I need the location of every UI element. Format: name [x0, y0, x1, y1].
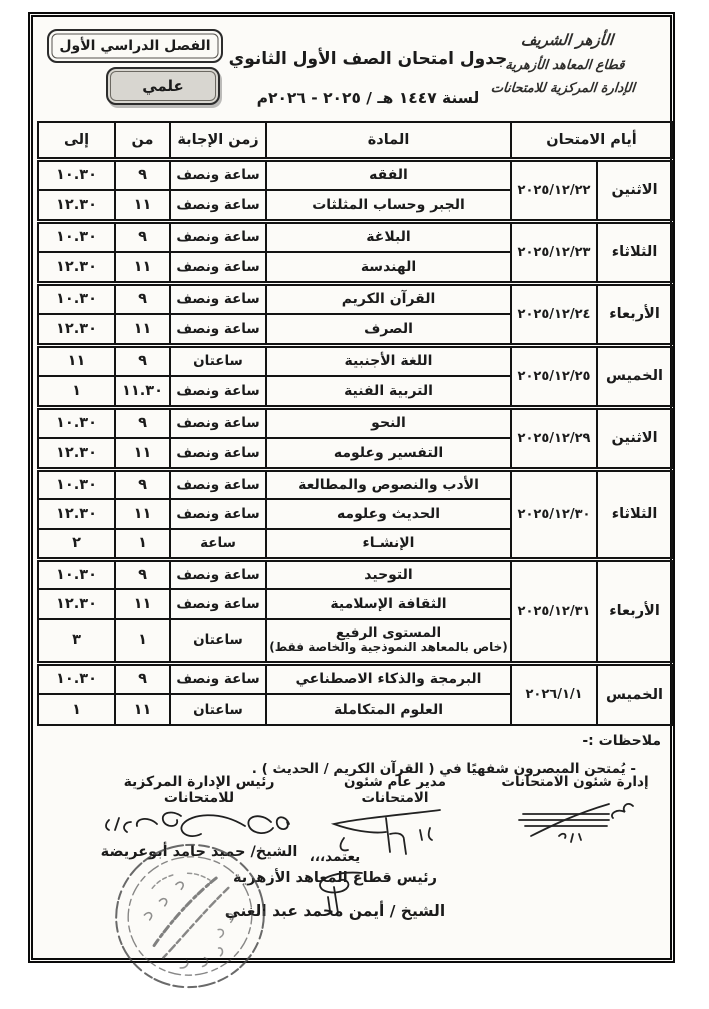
to-cell: ١٢.٣٠ — [38, 190, 115, 221]
subject-cell: التربية الفنية — [266, 376, 511, 407]
to-cell: ١٢.٣٠ — [38, 589, 115, 619]
from-cell: ١١.٣٠ — [115, 376, 170, 407]
from-cell: ٩ — [115, 663, 170, 694]
date-cell: ٢٠٢٥/١٢/٢٢ — [511, 159, 597, 221]
subject-cell: البرمجة والذكاء الاصطناعي — [266, 663, 511, 694]
to-cell: ١٢.٣٠ — [38, 499, 115, 529]
date-cell: ٢٠٢٥/١٢/٣١ — [511, 559, 597, 663]
subject-cell — [266, 619, 511, 663]
signature-scribble-right — [505, 792, 645, 844]
duration-cell: ساعة ونصف — [170, 559, 266, 589]
to-cell: ١٢.٣٠ — [38, 252, 115, 283]
org-line-1: الأزهر الشريف — [520, 31, 614, 49]
approval-word: يعتمد،،، — [309, 849, 361, 865]
date-cell: ٢٠٢٥/١٢/٢٥ — [511, 345, 597, 407]
from-cell: ١ — [115, 619, 170, 663]
day-cell: الاثنين — [597, 159, 672, 221]
date-cell: ٢٠٢٥/١٢/٢٣ — [511, 221, 597, 283]
duration-cell: ساعة ونصف — [170, 159, 266, 190]
from-cell: ١١ — [115, 694, 170, 725]
signature-name: الشيخ/ حميد حامد أبوعريضة — [100, 844, 298, 860]
table-header-row — [38, 122, 672, 159]
to-cell: ١٠.٣٠ — [38, 407, 115, 438]
exam-schedule-table — [37, 121, 673, 726]
col-header-days: أيام الامتحان — [511, 122, 672, 159]
to-cell: ٢ — [38, 529, 115, 559]
to-cell: ١٠.٣٠ — [38, 663, 115, 694]
subject-cell: الصرف — [266, 314, 511, 345]
subject-cell: العلوم المتكاملة — [266, 694, 511, 725]
to-cell: ١١ — [38, 345, 115, 376]
duration-cell: ساعة ونصف — [170, 663, 266, 694]
org-line-3: الإدارة المركزية للامتحانات — [490, 81, 636, 97]
table-row — [38, 283, 672, 314]
notes-label: ملاحظات :- — [582, 733, 661, 749]
table-row — [38, 221, 672, 252]
to-cell: ١٠.٣٠ — [38, 559, 115, 589]
to-cell: ١٢.٣٠ — [38, 314, 115, 345]
table-row — [38, 663, 672, 694]
col-header-duration: زمن الإجابة — [170, 122, 266, 159]
from-cell: ١١ — [115, 438, 170, 469]
subject-cell: اللغة الأجنبية — [266, 345, 511, 376]
document-frame — [28, 12, 675, 963]
date-cell: ٢٠٢٥/١٢/٢٩ — [511, 407, 597, 469]
table-row — [38, 407, 672, 438]
track-badge: علمي — [106, 67, 220, 105]
day-cell: الثلاثاء — [597, 469, 672, 559]
subject-cell: البلاغة — [266, 221, 511, 252]
subject-note: (خاص بالمعاهد النموذجية والخاصة فقط) — [269, 640, 508, 655]
date-cell: ٢٠٢٦/١/١ — [511, 663, 597, 725]
note-item: - يُمتحن المبصرون شفهيًا في ( القرآن الكريم / الحديث ) . — [251, 761, 636, 777]
subject-cell: التوحيد — [266, 559, 511, 589]
subject-cell: القرآن الكريم — [266, 283, 511, 314]
table-row — [38, 559, 672, 589]
to-cell: ١ — [38, 376, 115, 407]
duration-cell: ساعة ونصف — [170, 252, 266, 283]
from-cell: ٩ — [115, 159, 170, 190]
to-cell: ١٠.٣٠ — [38, 221, 115, 252]
duration-cell: ساعة ونصف — [170, 589, 266, 619]
subject-title: المستوى الرفيع — [335, 624, 442, 641]
subject-cell: الأدب والنصوص والمطالعة — [266, 469, 511, 499]
duration-cell: ساعة ونصف — [170, 283, 266, 314]
date-cell: ٢٠٢٥/١٢/٢٤ — [511, 283, 597, 345]
to-cell: ٣ — [38, 619, 115, 663]
col-header-to: إلى — [38, 122, 115, 159]
from-cell: ٩ — [115, 469, 170, 499]
duration-cell: ساعة ونصف — [170, 499, 266, 529]
to-cell: ١٠.٣٠ — [38, 283, 115, 314]
signature-title: إدارة شئون الامتحانات — [501, 774, 649, 790]
subject-cell: الإنشـاء — [266, 529, 511, 559]
signature-block-exam-affairs — [490, 774, 660, 844]
duration-cell: ساعة ونصف — [170, 314, 266, 345]
subject-cell: الثقافة الإسلامية — [266, 589, 511, 619]
from-cell: ١١ — [115, 314, 170, 345]
date-cell: ٢٠٢٥/١٢/٣٠ — [511, 469, 597, 559]
from-cell: ١١ — [115, 589, 170, 619]
semester-badge: الفصل الدراسي الأول — [47, 29, 223, 63]
from-cell: ٩ — [115, 559, 170, 589]
day-cell: الثلاثاء — [597, 221, 672, 283]
subject-cell: الهندسة — [266, 252, 511, 283]
duration-cell: ساعة ونصف — [170, 376, 266, 407]
col-header-subject: المادة — [266, 122, 511, 159]
signature-title: مدير عام شئون الامتحانات — [344, 774, 446, 806]
from-cell: ١ — [115, 529, 170, 559]
subject-cell: النحو — [266, 407, 511, 438]
day-cell: الأربعاء — [597, 283, 672, 345]
col-header-from: من — [115, 122, 170, 159]
duration-cell: ساعتان — [170, 345, 266, 376]
table-row — [38, 469, 672, 499]
duration-cell: ساعة ونصف — [170, 407, 266, 438]
to-cell: ١٠.٣٠ — [38, 469, 115, 499]
subject-cell: الجبر وحساب المثلثات — [266, 190, 511, 221]
from-cell: ٩ — [115, 345, 170, 376]
to-cell: ١٠.٣٠ — [38, 159, 115, 190]
from-cell: ١١ — [115, 499, 170, 529]
to-cell: ١٢.٣٠ — [38, 438, 115, 469]
from-cell: ١١ — [115, 190, 170, 221]
duration-cell: ساعة — [170, 529, 266, 559]
page-title: جدول امتحان الصف الأول الثانوي — [228, 49, 508, 69]
from-cell: ٩ — [115, 283, 170, 314]
day-cell: الخميس — [597, 345, 672, 407]
duration-cell: ساعة ونصف — [170, 221, 266, 252]
signature-scribble-approval — [290, 869, 380, 915]
duration-cell: ساعة ونصف — [170, 190, 266, 221]
duration-cell: ساعتان — [170, 694, 266, 725]
duration-cell: ساعة ونصف — [170, 438, 266, 469]
subject-cell: التفسير وعلومه — [266, 438, 511, 469]
org-line-2: قطاع المعاهد الأزهرية — [504, 58, 626, 73]
from-cell: ٩ — [115, 407, 170, 438]
to-cell: ١ — [38, 694, 115, 725]
duration-cell: ساعتان — [170, 619, 266, 663]
day-cell: الاثنين — [597, 407, 672, 469]
table-row — [38, 159, 672, 190]
day-cell: الأربعاء — [597, 559, 672, 663]
signature-title: رئيس الإدارة المركزية للامتحانات — [123, 774, 275, 806]
subject-cell: الفقه — [266, 159, 511, 190]
subject-cell: الحديث وعلومه — [266, 499, 511, 529]
from-cell: ٩ — [115, 221, 170, 252]
approval-title: رئيس قطاع المعاهد الأزهرية — [233, 870, 437, 886]
day-cell: الخميس — [597, 663, 672, 725]
table-row — [38, 345, 672, 376]
from-cell: ١١ — [115, 252, 170, 283]
page-subtitle: لسنة ١٤٤٧ هـ / ٢٠٢٥ - ٢٠٢٦م — [256, 89, 480, 107]
approval-name: الشيخ / أيمن محمد عبد الغني — [224, 902, 446, 920]
duration-cell: ساعة ونصف — [170, 469, 266, 499]
